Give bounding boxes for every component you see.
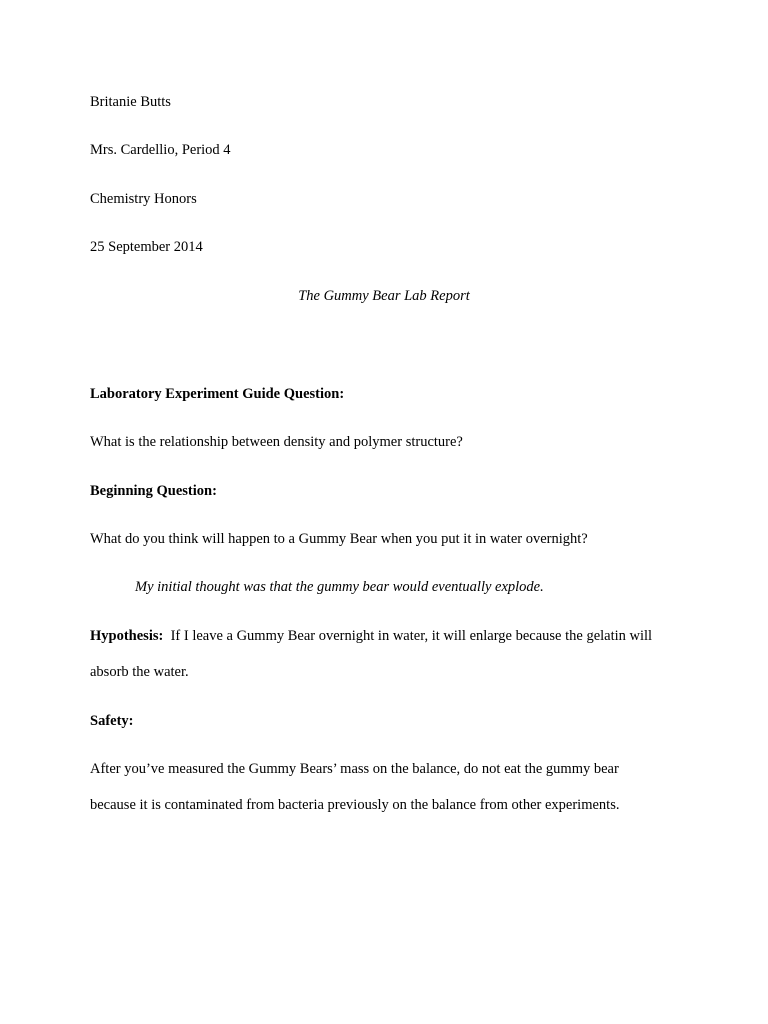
guide-question-heading: Laboratory Experiment Guide Question: <box>90 386 345 402</box>
beginning-question-heading: Beginning Question: <box>90 483 217 499</box>
hypothesis-line-2: absorb the water. <box>90 664 189 680</box>
student-name: Britanie Butts <box>90 94 171 110</box>
report-title: The Gummy Bear Lab Report <box>298 288 470 304</box>
beginning-question-text: What do you think will happen to a Gummy Bear when you put it in water overnight? <box>90 531 588 547</box>
guide-question-text: What is the relationship between density and polymer structure? <box>90 434 463 450</box>
report-date: 25 September 2014 <box>90 239 203 255</box>
hypothesis-line-1 <box>90 629 652 644</box>
safety-line-2: because it is contaminated from bacteria previously on the balance from other experiments. <box>90 797 620 813</box>
safety-heading: Safety: <box>90 713 134 729</box>
teacher-period: Mrs. Cardellio, Period 4 <box>90 142 231 158</box>
course-name: Chemistry Honors <box>90 191 197 207</box>
hypothesis-label: Hypothesis: <box>90 628 164 644</box>
beginning-question-answer: My initial thought was that the gummy bear would eventually explode. <box>135 579 544 595</box>
safety-line-1: After you’ve measured the Gummy Bears’ mass on the balance, do not eat the gummy bear <box>90 761 619 777</box>
hypothesis-text-1: If I leave a Gummy Bear overnight in water, it will enlarge because the gelatin will <box>170 628 653 644</box>
